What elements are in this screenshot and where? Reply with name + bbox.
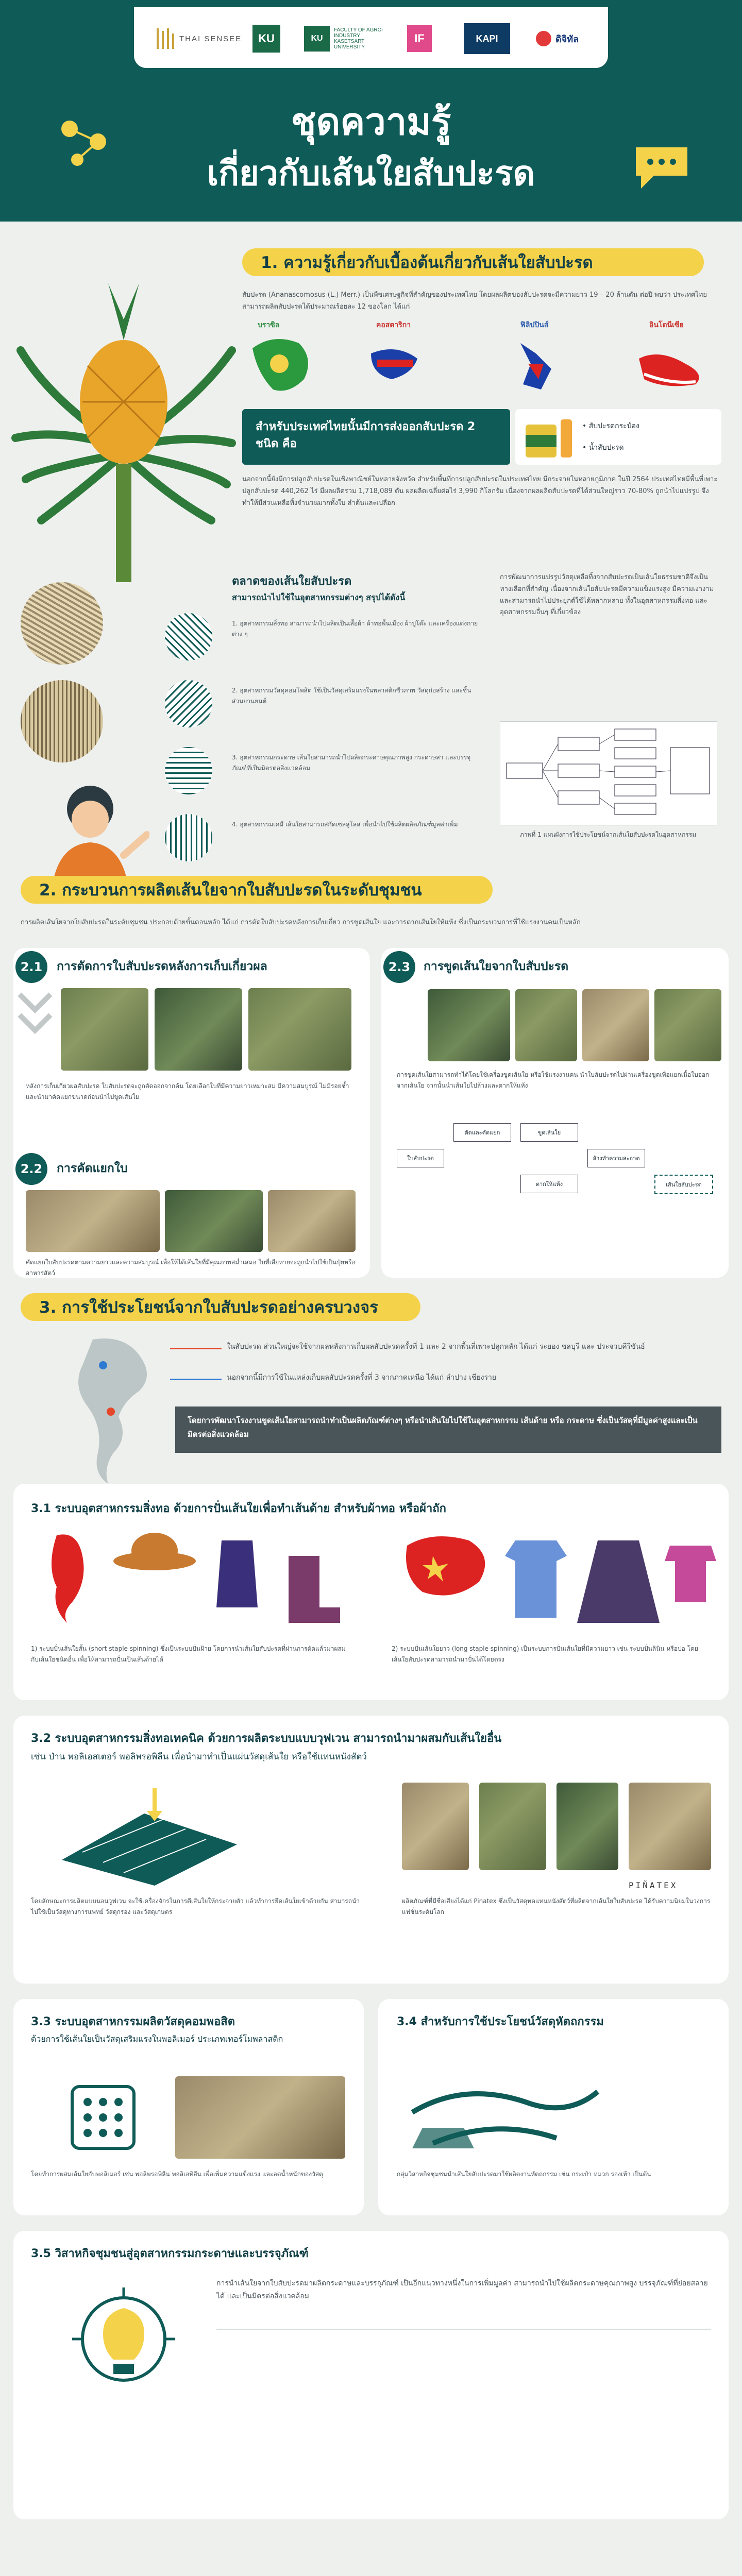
flow-step: เส้นใยสับปะรด (654, 1175, 713, 1194)
thai-sensee-icon (155, 26, 175, 52)
s2-intro: การผลิตเส้นใยจากใบสับปะรดในระดับชุมชน ประกอบด้วยขั้นตอนหลัก ได้แก่ การตัดใบสับปะรดหลังการเก็บเกี่ยว การขูดเส้นใย และการตากเส้นใยให้แห้ง ซึ่งเป็นกระบวนการที่ใช้แรงงานคนเป็นหลัก (21, 919, 581, 926)
subsection-text: กลุ่มวิสาหกิจชุมชนนำเส้นใยสับปะรดมาใช้ผลิตงานหัตถกรรม เช่น กระเป๋า หมวก รองเท้า เป็นต้น (397, 2171, 651, 2178)
step-title: การตัดการใบสับปะรดหลังการเก็บเกี่ยวผล (57, 960, 267, 973)
step-number: 2.2 (15, 1153, 47, 1185)
flow-step: ตัดและคัดแยก (453, 1123, 511, 1142)
logo-text: FACULTY OF AGRO-INDUSTRY KASETSART UNIVERSITY (334, 27, 383, 50)
photo-cut-leaves (155, 988, 242, 1071)
subsection-subtitle: เช่น ป่าน พอลิเอสเตอร์ พอลิพรอพิลีน เพื่อนำมาทำเป็นแผ่นวัสดุเส้นใย หรือใช้แทนหนังสัตว์ (31, 1752, 367, 1762)
logo-text: THAI SENSEE (179, 34, 242, 43)
textile-products-left (31, 1525, 350, 1628)
logo-ku (252, 21, 280, 57)
subsection-title: 3.4 สำหรับการใช้ประโยชน์วัสดุหัตถกรรม (397, 2015, 604, 2028)
s1-intro: สับปะรด (Ananascomosus (L.) Merr.) เป็นพืชเศรษฐกิจที่สำคัญของประเทศไทย โดยผลผลิตของสับปะรดจะมีความยาว 19 – 20 ล้านตัน ต่อปี พบว่า ประเทศไทยสามารถผลิตสับปะรดได้ประมาณร้อยละ 12 ของโลก ได้แก่ (242, 291, 707, 311)
step-text: หลังการเก็บเกี่ยวผลสับปะรด ใบสับปะรดจะถูกตัดออกจากต้น โดยเลือกใบที่มีความยาวเหมาะสม มีความสมบูรณ์ ไม่มีรอยช้ำ และนำมาคัดแยกขนาดก่อนนำไปขูดเส้นใย (26, 1082, 349, 1100)
s1-right-paragraph: การพัฒนาการแปรรูปวัสดุเหลือทิ้งจากสับปะรดเป็นเส้นใยธรรมชาติจึงเป็นทางเลือกที่สำคัญ เนื่องจากเส้นใยสับปะรดมีความแข็งแรงสูง มีความเงางาม และสามารถนำไปประยุกต์ใช้ได้หลากหลาย ทั้งในอุตสาหกรรมสิ่งทอ และอุตสาหกรรมอื่นๆ ที่เกี่ยวข้อง (500, 573, 714, 617)
flow-step: ตากให้แห้ง (520, 1175, 578, 1193)
photo-scraping (515, 989, 577, 1061)
pineapple-plant-illustration (10, 232, 237, 592)
photo-pinatex (556, 1783, 618, 1870)
export-info-box: สำหรับประเทศไทยนั้นมีการส่งออกสับปะรด 2 ชนิด คือ (242, 409, 510, 465)
flow-step: ล้างทำความสะอาด (587, 1149, 645, 1167)
export-products (515, 409, 721, 465)
connector-line (170, 1379, 222, 1380)
ku-faculty-icon: KU (304, 26, 330, 52)
market-icon (165, 613, 212, 660)
digital-icon (536, 31, 551, 46)
step-title: การคัดแยกใบ (57, 1162, 128, 1175)
photo-scraping (582, 989, 649, 1061)
market-item: 2. อุตสาหกรรมวัสดุคอมโพสิต ใช้เป็นวัสดุเสริมแรงในพลาสติกชีวภาพ วัสดุก่อสร้าง และชิ้นส่วนยานยนต์ (232, 687, 471, 705)
export-item: • สับปะรดกระป๋อง (582, 422, 639, 430)
market-icons (155, 592, 227, 902)
logo-if (407, 21, 432, 57)
step-title: การขูดเส้นใยจากใบสับปะรด (424, 960, 569, 973)
process-flow (397, 1118, 716, 1216)
flow-step: ขูดเส้นใย (520, 1123, 578, 1142)
photo-sorting (268, 1190, 356, 1252)
step-number: 2.3 (383, 951, 415, 983)
market-item: 4. อุตสาหกรรมเคมี เส้นใยสามารถสกัดเซลลูโลส เพื่อนำไปใช้ผลิตผลิตภัณฑ์มูลค่าเพิ่ม (232, 821, 458, 828)
logo-faculty (304, 21, 391, 57)
photo-cut-leaves (248, 988, 351, 1071)
page-subtitle: เกี่ยวกับเส้นใยสับปะรด (207, 154, 535, 193)
usage-point: ในสับปะรด ส่วนใหญ่จะใช้จากผลหลังการเก็บผลสับปะรดครั้งที่ 1 และ 2 จากพื้นที่เพาะปลูกหลัก ได้แก่ ระยอง ชลบุรี และ ประจวบคีรีขันธ์ (227, 1343, 645, 1351)
s1-paragraph: นอกจากนี้ยังมีการปลูกสับปะรดในเชิงพาณิชย์ในหลายจังหวัด สำหรับพื้นที่การปลูกสับปะรดในประเทศไทย มีกระจายในหลายภูมิภาค ในปี 2564 ประเทศไทยมีพื้นที่เพาะปลูกสับปะรด 440,262 ไร่ มีผลผลิตรวม 1,718,089 ตัน ผลผลิตเฉลี่ยต่อไร่ 3,990 กิโลกรัม เนื่องจากผลผลิตสับปะรดที่ได้ส่วนใหญ่ราว 70-80% ถูกนำไปแปรรูป จึงทำให้มีส่วนเหลือทิ้งจำนวนมากทั้งใบ ลำต้นและเปลือก (242, 476, 718, 507)
connector-line (170, 1348, 222, 1349)
logo-strip (134, 7, 608, 68)
step-text: คัดแยกใบสับปะรดตามความยาวและความสมบูรณ์ เพื่อให้ได้เส้นใยที่มีคุณภาพสม่ำเสมอ ใบที่เสียหายจะถูกนำไปใช้เป็นปุ๋ยหรืออาหารสัตว์ (26, 1259, 356, 1277)
photo-cut-leaves (61, 988, 148, 1071)
country-label: ฟิลิปปินส์ (520, 321, 549, 329)
photo-scraping (428, 989, 510, 1061)
photo-sorting (165, 1190, 263, 1252)
market-icon (165, 814, 212, 861)
summary-box: โดยการพัฒนาโรงงานขูดเส้นใยสามารถนำทำเป็นผลิตภัณฑ์ต่างๆ หรือนำเส้นใยไปใช้ในอุตสาหกรรม เส้นด้าย หรือ กระดาษ ซึ่งเป็นวัสดุที่มีมูลค่าสูงและเป็นมิตรต่อสิ่งแวดล้อม (175, 1406, 721, 1453)
subsection-text: 1) ระบบปั่นเส้นใยสั้น (short staple spinning) ซึ่งเป็นระบบปั่นฝ้าย โดยการนำเส้นใยสับปะรดที่ผ่านการตัดแล้วมาผสมกับเส้นใยชนิดอื่น เพื่อให้สามารถปั่นเป็นเส้นด้ายได้ (31, 1645, 346, 1663)
country-maps (242, 333, 721, 400)
photo-composite (175, 2076, 345, 2159)
subsection-title: 3.2 ระบบอุตสาหกรรมสิ่งทอเทคนิค ด้วยการผลิตระบบแบบวุฟเวน สามารถนำมาผสมกับเส้นใยอื่น (31, 1732, 502, 1745)
country-label: อินโดนีเซีย (649, 321, 684, 329)
flow-diagram (500, 722, 717, 825)
chat-bubble-icon (631, 142, 693, 192)
composite-icon (52, 2076, 155, 2159)
presenter-illustration (31, 773, 149, 891)
logo-digital (536, 21, 579, 57)
photo-pinatex (479, 1783, 546, 1870)
textile-products-right (392, 1525, 721, 1628)
market-item: 3. อุตสาหกรรมกระดาษ เส้นใยสามารถนำไปผลิตกระดาษคุณภาพสูง กระดาษสา และบรรจุภัณฑ์ที่เป็นมิตรต่อสิ่งแวดล้อม (232, 754, 471, 772)
subsection-subtitle: ด้วยการใช้เส้นใยเป็นวัสดุเสริมแรงในพอลิเมอร์ ประเภทเทอร์โมพลาสติก (31, 2034, 283, 2044)
photo-pinatex (629, 1783, 711, 1870)
subsection-title: 3.5 วิสาหกิจชุมชนสู่อุตสาหกรรมกระดาษและบรรจุภัณฑ์ (31, 2247, 309, 2260)
flow-step: ใบสับปะรด (397, 1149, 444, 1167)
subsection-text: 2) ระบบปั่นเส้นใยยาว (long staple spinning) เป็นระบบการปั่นเส้นใยที่มีความยาว เช่น ระบบปั่นลินิน หรือปอ โดยเส้นใยสับปะรดสามารถนำมาปั่นได้โดยตรง (392, 1645, 698, 1663)
subsection-text: โดยลักษณะการผลิตแบบนอนวูฟเวน จะใช้เครื่องจักรในการตีเส้นใยให้กระจายตัว แล้วทำการยึดเส้นใยเข้าด้วยกัน สามารถนำไปใช้เป็นวัสดุทางการแพทย์ วัสดุกรอง และวัสดุเกษตร (31, 1897, 360, 1916)
if-icon: IF (407, 25, 432, 52)
pinatex-label: PIÑATEX (629, 1880, 678, 1890)
logo-text: ดิจิทัล (555, 33, 579, 44)
canned-pineapple-icon (524, 414, 575, 461)
market-icon (165, 747, 212, 794)
subsection-text: การนำเส้นใยจากใบสับปะรดมาผลิตกระดาษและบรรจุภัณฑ์ เป็นอีกแนวทางหนึ่งในการเพิ่มมูลค่า สามารถนำไปใช้ผลิตกระดาษคุณภาพสูง บรรจุภัณฑ์ที่ย่อยสลายได้ และเป็นมิตรต่อสิ่งแวดล้อม (216, 2279, 708, 2300)
usage-diagram (500, 721, 717, 825)
page-title: ชุดความรู้ (291, 100, 451, 143)
step-text: การขูดเส้นใยสามารถทำได้โดยใช้เครื่องขูดเส้นใย หรือใช้แรงงานคน นำใบสับปะรดไปผ่านเครื่องขูดเพื่อแยกเนื้อใบออกจากเส้นใย จากนั้นนำเส้นใยไปล้างและตากให้แห้ง (397, 1071, 710, 1089)
handcraft-illustration (402, 2061, 608, 2164)
kapi-icon: KAPI (464, 23, 510, 54)
section-1-title: 1. ความรู้เกี่ยวกับเบื้องต้นเกี่ยวกับเส้นใยสับปะรด (242, 248, 704, 276)
logo-kapi (464, 21, 510, 57)
export-item: • น้ำสับปะรด (582, 444, 624, 452)
markets-title: ตลาดของเส้นใยสับปะรด (232, 575, 352, 588)
country-map-row (242, 319, 721, 402)
nonwoven-illustration (52, 1783, 247, 1886)
section-2-title: 2. กระบวนการผลิตเส้นใยจากใบสับปะรดในระดับชุมชน (21, 876, 493, 904)
subsection-title: 3.1 ระบบอุตสาหกรรมสิ่งทอ ด้วยการปั่นเส้นใยเพื่อทำเส้นด้าย สำหรับผ้าทอ หรือผ้าถัก (31, 1502, 446, 1515)
markets-subtitle: สามารถนำไปใช้ในอุตสาหกรรมต่างๆ สรุปได้ดังนี้ (232, 592, 406, 602)
subsection-text: โดยทำการผสมเส้นใยกับพอลิเมอร์ เช่น พอลิพรอพิลีน พอลิเอทิลีน เพื่อเพิ่มความแข็งแรง และลดน้ำหนักของวัสดุ (31, 2171, 323, 2178)
divider (216, 2329, 711, 2330)
fiber-texture-1 (21, 582, 103, 665)
export-label: สับปะรดกระป๋อง (588, 422, 639, 430)
section-3-title: 3. การใช้ประโยชน์จากใบสับปะรดอย่างครบวงจร (21, 1293, 420, 1321)
thailand-map (62, 1334, 165, 1489)
photo-scraping (654, 989, 721, 1061)
logo-thai-sensee (155, 21, 242, 57)
country-label: คอสตาริกา (376, 321, 411, 329)
country-label: บราซิล (258, 321, 280, 329)
market-icon (165, 680, 212, 727)
usage-point: นอกจากนี้มีการใช้ในแหล่งเก็บผลสับปะรดครั้งที่ 3 จากภาคเหนือ ได้แก่ ลำปาง เชียงราย (227, 1374, 497, 1382)
export-label: น้ำสับปะรด (588, 444, 624, 452)
diagram-caption: ภาพที่ 1 แผนผังการใช้ประโยชน์จากเส้นใยสับปะรดในอุตสาหกรรม (519, 831, 697, 838)
chevron-down-icon (14, 989, 56, 1046)
market-item: 1. อุตสาหกรรมสิ่งทอ สามารถนำไปผลิตเป็นเสื้อผ้า ผ้าทอพื้นเมือง ผ้าปูโต๊ะ และเครื่องแต่งกายต่าง ๆ (232, 620, 478, 638)
photo-sorting (26, 1190, 160, 1252)
photo-pinatex (402, 1783, 469, 1870)
subsection-title: 3.3 ระบบอุตสาหกรรมผลิตวัสดุคอมพอสิต (31, 2015, 235, 2028)
fiber-texture-2 (21, 680, 103, 762)
ku-icon: KU (252, 25, 280, 53)
lightbulb-idea-icon (62, 2282, 185, 2406)
step-number: 2.1 (15, 951, 47, 983)
subsection-text: ผลิตภัณฑ์ที่มีชื่อเสียงได้แก่ Pinatex ซึ่งเป็นวัสดุทดแทนหนังสัตว์ที่ผลิตจากเส้นใยใบสับปะรด ได้รับความนิยมในวงการแฟชั่นระดับโลก (402, 1897, 711, 1916)
